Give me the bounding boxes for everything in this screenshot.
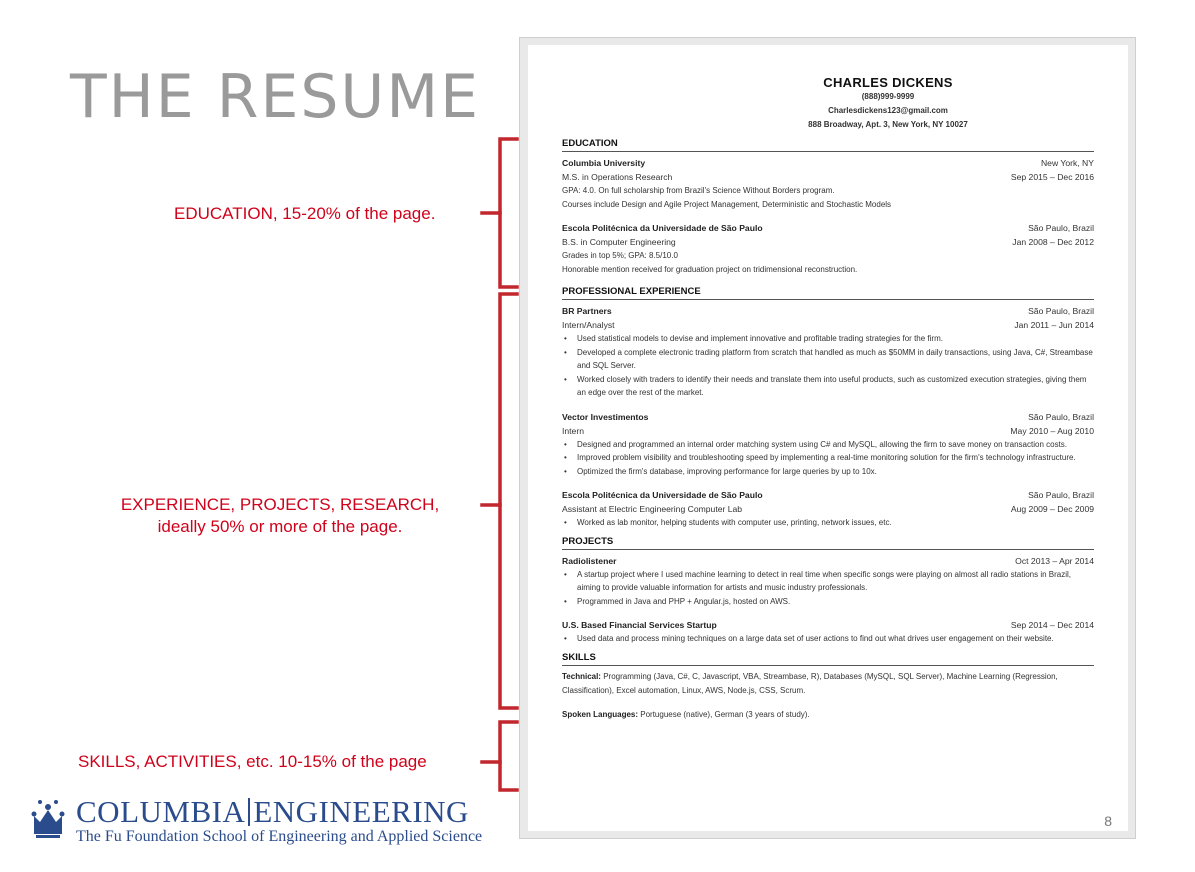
experience-title: PROFESSIONAL EXPERIENCE [562, 286, 1094, 300]
skills-languages-text: Portuguese (native), German (3 years of study). [640, 709, 810, 719]
columbia-engineering-logo [28, 796, 482, 846]
project-name: Radiolistener [562, 555, 617, 566]
slide-title: THE RESUME [70, 62, 481, 132]
skills-technical [562, 670, 1094, 698]
experience-entry [562, 410, 1094, 479]
exp-bullets [564, 516, 1094, 530]
edu-detail: Grades in top 5%; GPA: 8.5/10.0 [562, 251, 678, 260]
skills-languages [562, 708, 1094, 722]
annotation-experience-line2: ideally 50% or more of the page. [157, 517, 403, 536]
project-name: U.S. Based Financial Services Startup [562, 620, 717, 630]
exp-bullets [564, 438, 1094, 479]
exp-dates: May 2010 – Aug 2010 [1010, 425, 1094, 436]
bullet-item: • Designed and programmed an internal order matching system using C# and MySQL, allowing the firm to save money on transaction costs. [564, 438, 1094, 452]
logo-wordmark [76, 796, 482, 828]
bullet-item: • Used data and process mining techniques on a large data set of user actions to find out what drives user engagement on their website. [564, 632, 1094, 646]
projects-title: PROJECTS [562, 536, 1094, 550]
project-dates: Oct 2013 – Apr 2014 [1015, 555, 1094, 566]
exp-location: São Paulo, Brazil [1028, 411, 1094, 422]
skills-title: SKILLS [562, 652, 1094, 666]
education-entry [562, 221, 1094, 276]
experience-entry [562, 304, 1094, 400]
edu-dates: Jan 2008 – Dec 2012 [1012, 237, 1094, 247]
bullet-item: • Developed a complete electronic trading platform from scratch that handled as much as $50MM in daily transactions, using Java, C#, Streambase and SQL Server. [564, 346, 1094, 373]
resume-name: CHARLES DICKENS [823, 75, 953, 90]
exp-dates: Jan 2011 – Jun 2014 [1014, 320, 1094, 330]
skills-technical-text: Programming (Java, C#, C, Javascript, VBA, Streambase, R), Databases (MySQL, SQL Server), Machine Learning (Regression, Classification), Excel automation, Linux, AWS, Node.js, CSS, Scrum. [562, 671, 1058, 695]
crown-icon [28, 796, 68, 840]
annotation-education: EDUCATION, 15-20% of the page. [174, 204, 436, 223]
logo-text [76, 796, 482, 846]
education-entry [562, 156, 1094, 211]
resume-phone: (888)999-9999 [861, 92, 915, 101]
bullet-item: • A startup project where I used machine learning to detect in real time when specific songs were playing on almost all radio stations in Brazil, aiming to provide valuable information for artists and music industry professionals. [564, 568, 1094, 595]
skills-languages-label: Spoken Languages: [562, 709, 639, 719]
exp-role: Intern/Analyst [562, 320, 615, 330]
logo-engineering: ENGINEERING [253, 794, 469, 829]
edu-dates: Sep 2015 – Dec 2016 [1010, 172, 1094, 182]
project-bullets [564, 632, 1094, 646]
annotation-experience [95, 494, 465, 538]
resume-address: 888 Broadway, Apt. 3, New York, NY 10027 [808, 120, 968, 129]
exp-role: Assistant at Electric Engineering Computer Lab [562, 504, 743, 514]
edu-degree: B.S. in Computer Engineering [562, 237, 676, 247]
resume-page [528, 45, 1128, 831]
exp-role: Intern [562, 425, 584, 436]
bullet-item: • Worked closely with traders to identify their needs and translate them into useful products, such as customized execution strategies, giving them an edge over the rest of the market. [564, 373, 1094, 400]
skills-technical-label: Technical: [562, 671, 601, 681]
resume-header [562, 45, 1094, 132]
logo-subtitle: The Fu Foundation School of Engineering and Applied Science [76, 828, 483, 845]
project-entry [562, 618, 1094, 646]
edu-org: Escola Politécnica da Universidade de São Paulo [562, 223, 763, 233]
logo-columbia: COLUMBIA [76, 794, 246, 829]
edu-degree: M.S. in Operations Research [562, 172, 673, 182]
edu-detail: Honorable mention received for graduation project on tridimensional reconstruction. [562, 264, 858, 274]
edu-location: São Paulo, Brazil [1028, 223, 1094, 233]
edu-location: New York, NY [1040, 158, 1094, 168]
logo-divider [248, 798, 250, 826]
education-title: EDUCATION [562, 138, 1094, 152]
exp-org: Vector Investimentos [562, 411, 649, 422]
edu-detail: GPA: 4.0. On full scholarship from Brazil's Science Without Borders program. [562, 186, 835, 195]
exp-dates: Aug 2009 – Dec 2009 [1010, 504, 1094, 514]
resume-email: Charlesdickens123@gmail.com [828, 106, 948, 115]
experience-bracket [500, 294, 517, 708]
exp-location: São Paulo, Brazil [1028, 490, 1094, 500]
exp-org: BR Partners [562, 306, 612, 316]
project-entry [562, 554, 1094, 609]
experience-entry [562, 488, 1094, 530]
bullet-item: • Programmed in Java and PHP + Angular.js, hosted on AWS. [564, 595, 1094, 609]
page-number: 8 [1104, 813, 1112, 829]
edu-org: Columbia University [562, 158, 646, 168]
bullet-item: • Optimized the firm's database, improving performance for large queries by up to 10x. [564, 465, 1094, 479]
bullet-item: • Improved problem visibility and troubleshooting speed by implementing a real-time monitoring solution for the firm's technology infrastructure. [564, 451, 1094, 465]
exp-bullets [564, 332, 1094, 400]
bullet-item: • Used statistical models to devise and implement innovative and profitable trading strategies for the firm. [564, 332, 1094, 346]
project-bullets [564, 568, 1094, 609]
edu-detail: Courses include Design and Agile Project Management, Deterministic and Stochastic Models [562, 199, 892, 209]
annotation-skills: SKILLS, ACTIVITIES, etc. 10-15% of the page [78, 752, 427, 771]
exp-org: Escola Politécnica da Universidade de São Paulo [562, 490, 763, 500]
skills-bracket [500, 722, 517, 790]
bullet-item: • Worked as lab monitor, helping students with computer use, printing, network issues, etc. [564, 516, 1094, 530]
project-dates: Sep 2014 – Dec 2014 [1010, 620, 1094, 630]
annotation-experience-line1: EXPERIENCE, PROJECTS, RESEARCH, [120, 495, 440, 514]
education-bracket [500, 139, 517, 287]
exp-location: São Paulo, Brazil [1028, 306, 1094, 316]
